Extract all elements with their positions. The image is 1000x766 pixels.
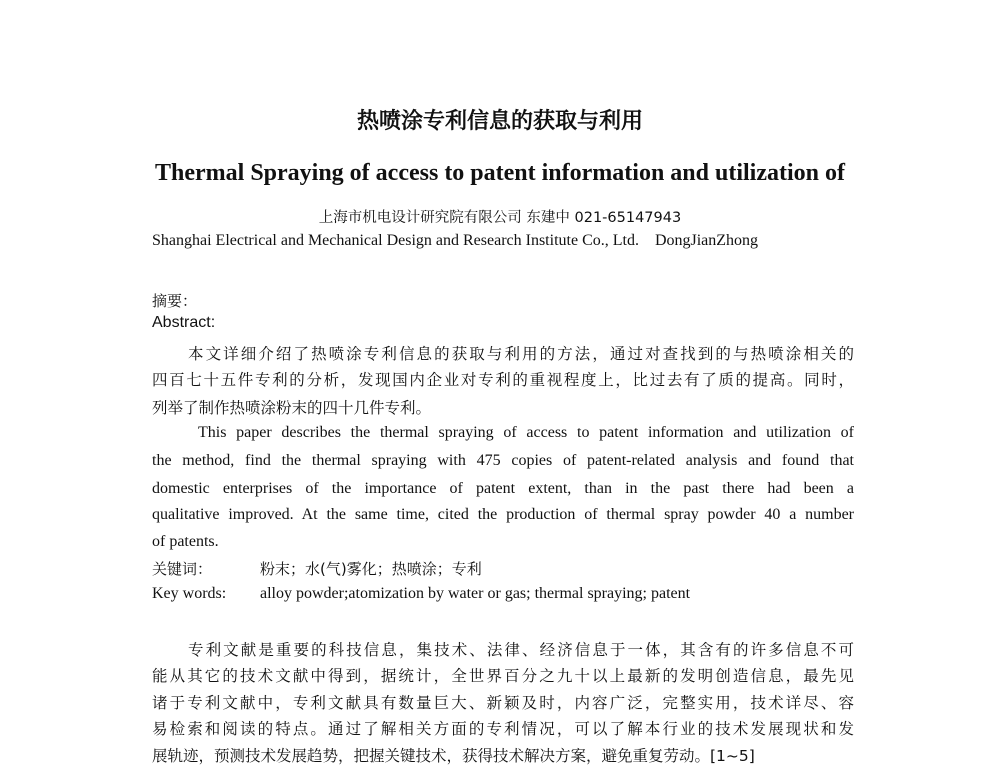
affiliation-chinese: 上海市机电设计研究院有限公司 东建中 021-65147943: [318, 210, 682, 226]
abstract-en-line: the method, find the thermal spraying with 475 copies of patent-related analysis and found that: [152, 452, 854, 469]
title-chinese: 热喷涂专利信息的获取与利用: [356, 109, 643, 134]
title-english: Thermal Spraying of access to patent information and utilization of: [155, 160, 845, 186]
abstract-cn-line: 列举了制作热喷涂粉末的四十几件专利。: [152, 399, 432, 417]
body-paragraph-line: 专利文献是重要的科技信息，集技术、法律、经济信息于一体，其含有的许多信息不可: [188, 641, 854, 659]
body-paragraph-line: 诸于专利文献中，专利文献具有数量巨大、新颖及时，内容广泛，完整实用，技术详尽、容: [152, 694, 854, 712]
abstract-en-line: qualitative improved. At the same time, cited the production of thermal spray powder 40 a number: [152, 506, 854, 523]
body-paragraph-line: 展轨迹，预测技术发展趋势，把握关键技术，获得技术解决方案，避免重复劳动。[1~5]: [152, 747, 755, 765]
keywords-value-chinese: 粉末；水(气)雾化；热喷涂；专利: [260, 560, 482, 578]
abstract-en-line: domestic enterprises of the importance of patent extent, than in the past there had been a: [152, 480, 854, 497]
abstract-cn-line: 本文详细介绍了热喷涂专利信息的获取与利用的方法，通过对查找到的与热喷涂相关的: [188, 345, 854, 363]
abstract-cn-line: 四百七十五件专利的分析，发现国内企业对专利的重视程度上，比过去有了质的提高。同时，: [152, 371, 854, 389]
keywords-label-chinese: 关键词：: [152, 560, 213, 578]
keywords-label-english: Key words:: [152, 585, 227, 602]
body-paragraph-line: 能从其它的技术文献中得到，据统计，全世界百分之九十以上最新的发明创造信息，最先见: [152, 667, 854, 685]
abstract-label-english: Abstract:: [152, 314, 216, 331]
affiliation-english: Shanghai Electrical and Mechanical Design and Research Institute Co., Ltd. DongJianZhong: [152, 232, 759, 249]
body-paragraph-line: 易检索和阅读的特点。通过了解相关方面的专利情况，可以了解本行业的技术发展现状和发: [152, 720, 854, 738]
abstract-en-line: This paper describes the thermal spraying of access to patent information and utilization of: [198, 424, 854, 441]
keywords-value-english: alloy powder;atomization by water or gas; thermal spraying; patent: [260, 585, 691, 602]
abstract-label-chinese: 摘要：: [152, 292, 198, 310]
abstract-en-line: of patents.: [152, 533, 219, 550]
